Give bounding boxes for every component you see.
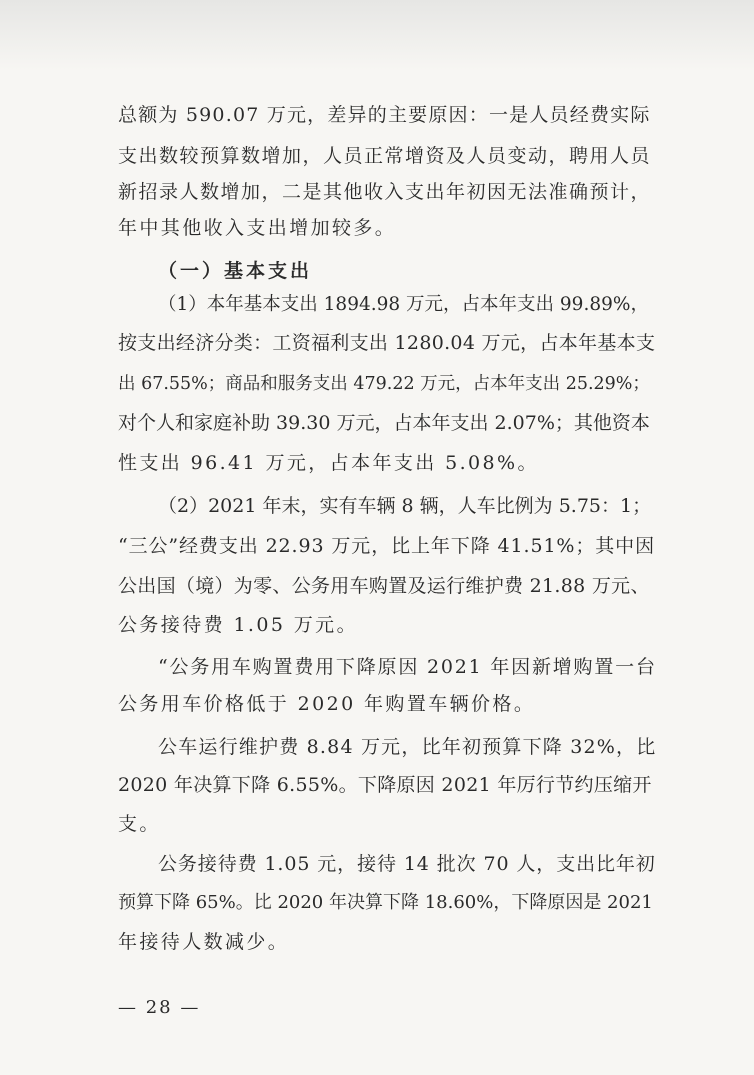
text-line: 总额为 590.07 万元，差异的主要原因：一是人员经费实际 xyxy=(118,104,651,126)
text-line: 公务用车价格低于 2020 年购置车辆价格。 xyxy=(118,693,536,715)
text-line: （2）2021 年末，实有车辆 8 辆，人车比例为 5.75：1； xyxy=(158,495,652,517)
text-line: “三公”经费支出 22.93 万元，比上年下降 41.51%；其中因 xyxy=(118,535,655,557)
text-line: 预算下降 65%。比 2020 年决算下降 18.60%，下降原因是 2021 xyxy=(118,892,653,913)
text-line: 支。 xyxy=(118,813,161,835)
text-line: 年接待人数减少。 xyxy=(118,931,290,953)
text-line: 公出国（境）为零、公务用车购置及运行维护费 21.88 万元、 xyxy=(118,575,650,597)
text-line: 按支出经济分类：工资福利支出 1280.04 万元，占本年基本支 xyxy=(118,332,656,354)
text-line: 性支出 96.41 万元，占本年支出 5.08%。 xyxy=(118,452,539,474)
scan-top-shading xyxy=(0,0,754,70)
page-number: — 28 — xyxy=(118,997,201,1018)
text-line: 年中其他收入支出增加较多。 xyxy=(118,217,397,239)
text-line: 对个人和家庭补助 39.30 万元，占本年支出 2.07%；其他资本 xyxy=(118,412,650,434)
text-line: 公务接待费 1.05 元，接待 14 批次 70 人，支出比年初 xyxy=(158,853,656,875)
text-line: “公务用车购置费用下降原因 2021 年因新增购置一台 xyxy=(158,656,657,678)
text-line: 支出数较预算数增加，人员正常增资及人员变动，聘用人员 xyxy=(118,145,652,167)
text-line: 新招录人数增加，二是其他收入支出年初因无法准确预计， xyxy=(118,181,652,203)
text-line: 2020 年决算下降 6.55%。下降原因 2021 年厉行节约压缩开 xyxy=(118,774,652,796)
text-line: 公务接待费 1.05 万元。 xyxy=(118,614,358,636)
text-line: （1）本年基本支出 1894.98 万元，占本年支出 99.89%， xyxy=(158,294,649,315)
text-line: 公车运行维护费 8.84 万元，比年初预算下降 32%，比 xyxy=(158,736,657,758)
text-line: 出 67.55%；商品和服务支出 479.22 万元，占本年支出 25.29%； xyxy=(118,374,650,394)
section-heading: （一）基本支出 xyxy=(158,260,313,282)
